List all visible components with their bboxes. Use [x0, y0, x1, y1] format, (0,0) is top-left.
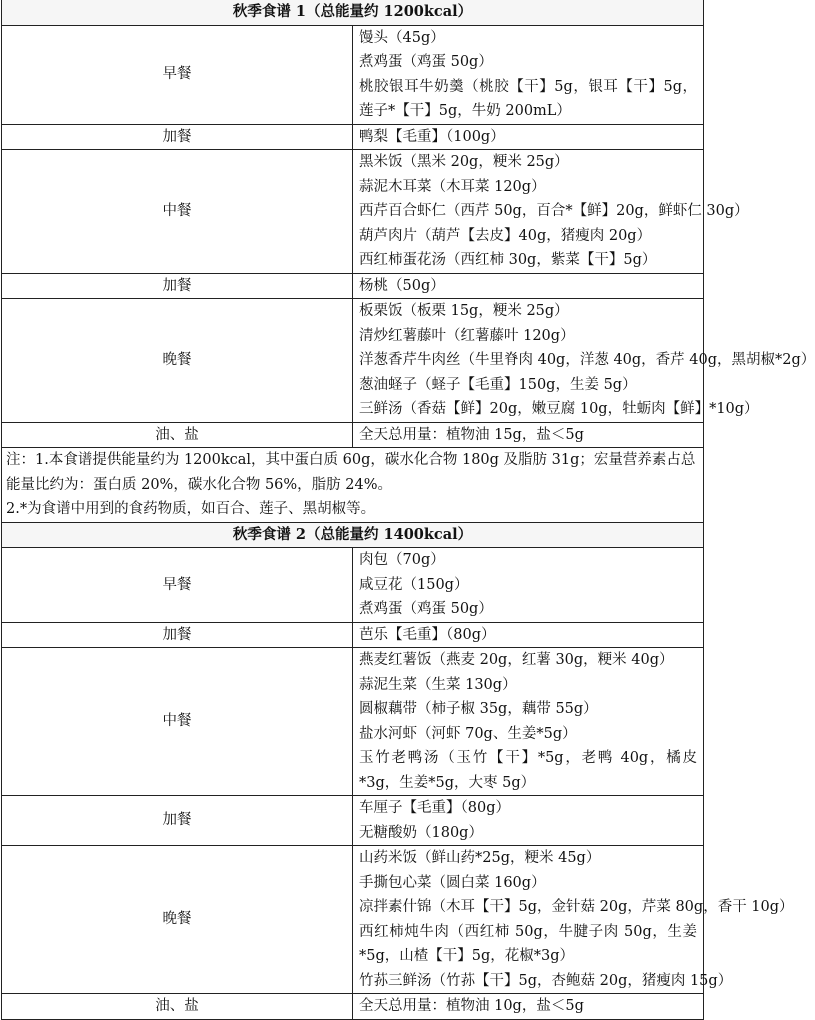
food-item: 燕麦红薯饭（燕麦 20g，红薯 30g，粳米 40g）	[359, 652, 674, 668]
food-item: 盐水河虾（河虾 70g、生姜*5g）	[359, 725, 577, 742]
menu1-title: 秋季食谱 1（总能量约 1200kcal）	[2, 0, 704, 25]
food-item: 西红柿蛋花汤（西红柿 30g，紫菜【干】5g）	[359, 252, 657, 268]
meal-items	[353, 422, 704, 448]
food-item: 玉竹老鸭汤（玉竹【干】*5g，老鸭 40g，橘皮*3g，生姜*5g，大枣 5g）	[359, 750, 697, 791]
food-item: 全天总用量：植物油 10g，盐＜5g	[359, 998, 584, 1014]
menu-document	[1, 0, 815, 1020]
meal-items	[353, 124, 704, 150]
food-item: 芭乐【毛重】（80g）	[359, 626, 496, 643]
meal-label: 加餐	[2, 273, 353, 299]
food-item: 全天总用量：植物油 15g，盐＜5g	[359, 426, 584, 443]
food-item: 煮鸡蛋（鸡蛋 50g）	[359, 54, 493, 70]
meal-label: 加餐	[2, 622, 353, 648]
food-item: 无糖酸奶（180g）	[359, 824, 483, 841]
food-item: 馒头（45g）	[359, 29, 445, 46]
menu1-row-oil-salt	[2, 422, 704, 448]
menu1-row-lunch	[2, 150, 704, 274]
meal-label: 油、盐	[2, 994, 353, 1020]
menu2-row-lunch	[2, 648, 704, 796]
meal-items	[353, 273, 704, 299]
food-item: 清炒红薯藤叶（红薯藤叶 120g）	[359, 327, 575, 344]
menu1-title-row	[2, 0, 704, 25]
meal-label: 早餐	[2, 548, 353, 623]
menu1-notes	[2, 448, 704, 523]
meal-label: 加餐	[2, 796, 353, 846]
meal-items	[353, 150, 749, 274]
meal-label: 晚餐	[2, 299, 353, 423]
food-item: 葫芦肉片（葫芦【去皮】40g，猪瘦肉 20g）	[359, 227, 652, 244]
meal-label: 早餐	[2, 25, 353, 124]
food-item: 咸豆花（150g）	[359, 576, 469, 593]
food-item: 圆椒藕带（柿子椒 35g，藕带 55g）	[359, 701, 598, 717]
food-item: 蒜泥木耳菜（木耳菜 120g）	[359, 178, 546, 195]
food-item: 桃胶银耳牛奶羹（桃胶【干】5g，银耳【干】5g，莲子*【干】5g，牛奶 200mL）	[359, 78, 697, 119]
food-item: 西红柿炖牛肉（西红柿 50g，牛腱子肉 50g，生姜*5g，山楂【干】5g，花椒*3g）	[359, 923, 697, 964]
menu2-row-snack-2	[2, 796, 704, 846]
food-item: 杨桃（50g）	[359, 277, 445, 294]
food-item: 西芹百合虾仁（西芹 50g，百合*【鲜】20g，鲜虾仁 30g）	[359, 203, 749, 219]
meal-items	[353, 648, 704, 796]
menu1-row-dinner	[2, 299, 704, 423]
food-item: 煮鸡蛋（鸡蛋 50g）	[359, 601, 493, 617]
meal-items	[353, 548, 704, 623]
food-item: 葱油蛏子（蛏子【毛重】150g，生姜 5g）	[359, 376, 637, 393]
food-item: 黑米饭（黑米 20g，粳米 25g）	[359, 154, 569, 170]
meal-label: 中餐	[2, 150, 353, 274]
menu2-row-snack-1	[2, 622, 704, 648]
menu-table	[1, 0, 815, 1020]
note-line: 2.*为食谱中用到的食药物质，如百合、莲子、黑胡椒等。	[6, 501, 376, 517]
menu2-row-dinner	[2, 846, 704, 994]
food-item: 手撕包心菜（圆白菜 160g）	[359, 874, 546, 891]
food-item: 车厘子【毛重】（80g）	[359, 800, 510, 816]
meal-label: 油、盐	[2, 422, 353, 448]
food-item: 山药米饭（鲜山药*25g，粳米 45g）	[359, 850, 601, 866]
note-line: 注：1.本食谱提供能量约为 1200kcal，其中蛋白质 60g，碳水化合物 180g 及脂肪 31g；宏量营养素占总能量比约为：蛋白质 20%，碳水化合物 56%，脂肪 24%。	[6, 452, 696, 493]
food-item: 凉拌素什锦（木耳【干】5g，金针菇 20g，芹菜 80g，香干 10g）	[359, 899, 794, 915]
menu2-title-row	[2, 522, 704, 548]
food-item: 板栗饭（板栗 15g，粳米 25g）	[359, 303, 569, 319]
food-item: 竹荪三鲜汤（竹荪【干】5g，杏鲍菇 20g，猪瘦肉 15g）	[359, 972, 733, 989]
food-item: 鸭梨【毛重】（100g）	[359, 128, 505, 145]
menu2-title: 秋季食谱 2（总能量约 1400kcal）	[2, 522, 704, 548]
meal-label: 中餐	[2, 648, 353, 796]
menu1-notes-row	[2, 448, 704, 523]
meal-items	[353, 846, 794, 994]
food-item: 洋葱香芹牛肉丝（牛里脊肉 40g，洋葱 40g，香芹 40g，黑胡椒*2g）	[359, 352, 815, 368]
meal-label: 晚餐	[2, 846, 353, 994]
meal-items	[353, 994, 704, 1020]
meal-items	[353, 622, 704, 648]
food-item: 肉包（70g）	[359, 552, 445, 568]
food-item: 蒜泥生菜（生菜 130g）	[359, 676, 517, 693]
menu1-row-snack-2	[2, 273, 704, 299]
meal-label: 加餐	[2, 124, 353, 150]
food-item: 三鲜汤（香菇【鲜】20g，嫩豆腐 10g，牡蛎肉【鲜】*10g）	[359, 401, 759, 417]
menu2-row-oil-salt	[2, 994, 704, 1020]
menu2-row-breakfast	[2, 548, 704, 623]
meal-items	[353, 25, 704, 124]
menu1-row-breakfast	[2, 25, 704, 124]
menu1-row-snack-1	[2, 124, 704, 150]
meal-items	[353, 796, 704, 846]
meal-items	[353, 299, 815, 423]
